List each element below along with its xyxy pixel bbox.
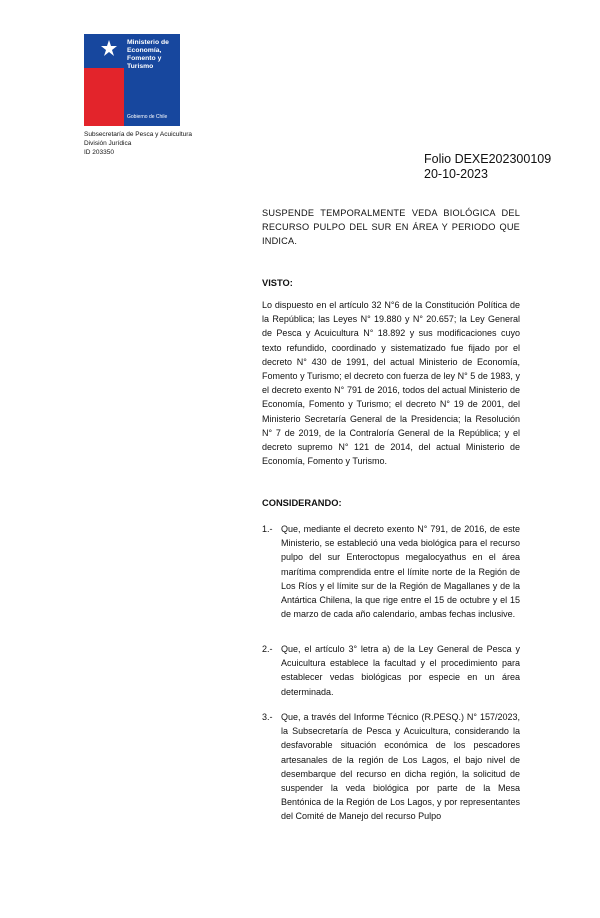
item-text: Que, mediante el decreto exento N° 791, de 2016, de este Ministerio, se estableció una veda biológica para el recurso pulpo del sur Enteroctopus megalocyathus en el área marítima comprendida entre el límite norte de la Región de Los Ríos y el límite sur de la Región de Magallanes y de la Antártica Chilena, la que rige entre el 15 de octubre y el 15 de marzo de cada año calendario, ambas fechas inclusive. [281,524,520,620]
logo-ministry-name: Ministerio de Economía, Fomento y Turismo [127,39,169,70]
logo-gobierno: Gobierno de Chile [127,114,168,120]
folio-date: 20-10-2023 [424,167,488,181]
logo-flag [84,34,124,126]
item-number: 1.- [262,524,273,534]
folio-number: Folio DEXE202300109 [424,152,552,166]
visto-text: Lo dispuesto en el artículo 32 N°6 de la Constitución Política de la República; las Leyes N° 19.880 y N° 20.657; la Ley General de Pesca y Acuicultura N° 18.892 y sus modificaciones cuyo texto refundido, coordinado y sistematizado fue fijado por el decreto N° 430 de 1991, del actual Ministerio de Economía, Fomento y Turismo; el decreto con fuerza de ley N° 5 de 1983, y el decreto exento N° 791 de 2016, todos del actual Ministerio de Economía, Fomento y Turismo; el decreto N° 19 de 2001, del Ministerio Secretaría General de la Presidencia; la Resolución N° 7 de 2019, de la Contraloría General de la República; y el decreto supremo N° 121 de 2014, del actual Ministerio de Economía, Fomento y Turismo. [262,300,520,467]
item-number: 2.- [262,644,273,654]
considerando-heading: CONSIDERANDO: [262,498,342,508]
document-title: SUSPENDE TEMPORALMENTE VEDA BIOLÓGICA DEL RECURSO PULPO DEL SUR EN ÁREA Y PERIODO QUE INDICA. [262,208,520,246]
document-id: ID 203350 [84,149,114,156]
considerando-item [262,710,520,824]
gobierno-logo [84,34,180,126]
considerando-item [262,522,520,621]
item-text: Que, el artículo 3° letra a) de la Ley General de Pesca y Acuicultura establece la facultad y el procedimiento para establecer vedas biológicas por especie en un área determinada. [281,644,520,697]
visto-heading: VISTO: [262,278,293,288]
subsecretaria-label: Subsecretaría de Pesca y Acuicultura [84,131,193,138]
coat-of-arms-icon [96,38,122,64]
item-text: Que, a través del Informe Técnico (R.PESQ.) N° 157/2023, la Subsecretaría de Pesca y Acuicultura, considerando la desfavorable situación económica de los pescadores artesanales de la región de Los Lagos, el bajo nivel de desembarque del recurso en dicha región, la solicitud de suspender la veda biológica por parte de la Mesa Bentónica de la Región de Los Lagos, y por representantes del Comité de Manejo del recurso Pulpo [281,712,520,822]
folio-block [424,152,551,182]
item-number: 3.- [262,712,273,722]
header-info [84,130,192,157]
division-label: División Jurídica [84,140,132,147]
considerando-item [262,642,520,699]
